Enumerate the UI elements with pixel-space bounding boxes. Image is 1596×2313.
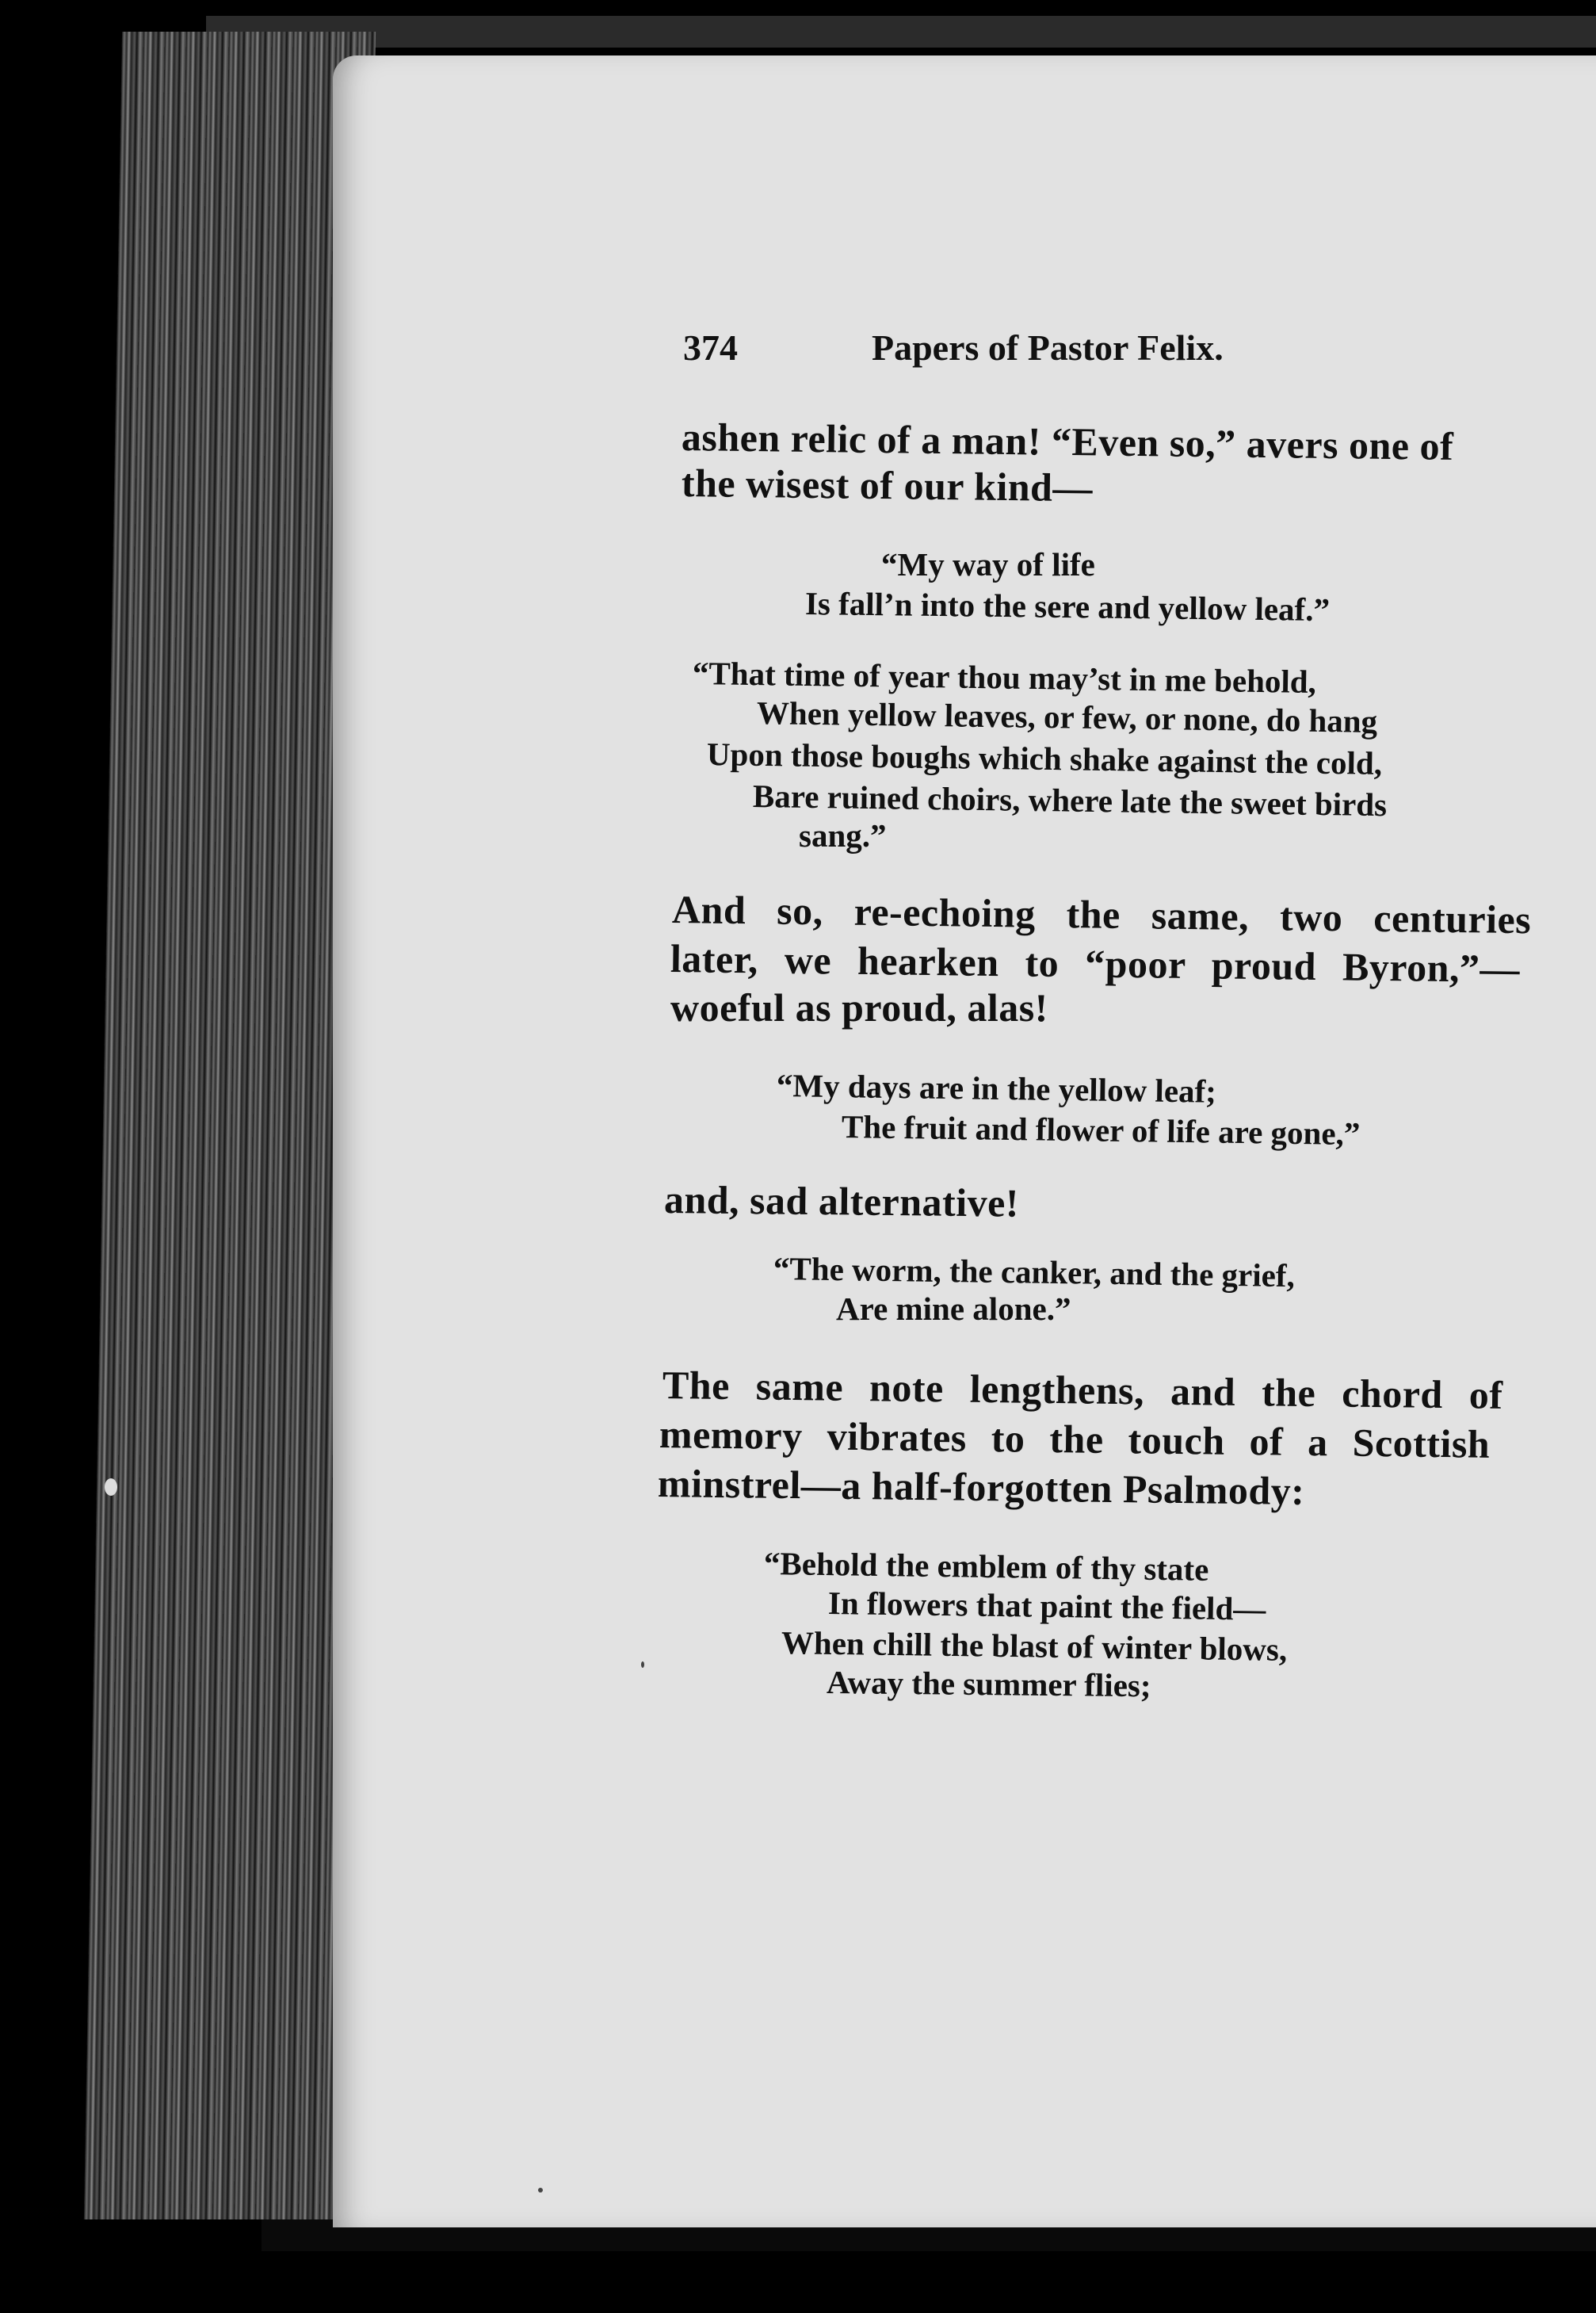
prose-line: And so, re-echoing the same, two centuries	[671, 887, 1532, 942]
verse-line: “My way of life	[881, 546, 1095, 583]
book-page-edges	[84, 32, 376, 2219]
prose-line: and, sad alternative!	[663, 1177, 1020, 1225]
verse-line: Are mine alone.”	[836, 1290, 1071, 1327]
prose-line: the wisest of our kind—	[681, 461, 1094, 510]
verse-line: When chill the blast of winter blows,	[781, 1624, 1288, 1668]
running-title: Papers of Pastor Felix.	[872, 327, 1224, 368]
prose-line: woeful as proud, alas!	[670, 985, 1048, 1030]
verse-line: Away the summer flies;	[826, 1664, 1151, 1704]
verse-line: When yellow leaves, or few, or none, do hang	[756, 694, 1378, 740]
verse-line: Is fall’n into the sere and yellow leaf.”	[804, 585, 1331, 629]
verse-line: The fruit and flower of life are gone,”	[841, 1108, 1361, 1153]
prose-line: The same note lengthens, and the chord of	[662, 1363, 1503, 1417]
prose-line: ashen relic of a man! “Even so,” avers one of	[681, 415, 1454, 468]
prose-line: later, we hearken to “poor proud Byron,”—	[670, 936, 1521, 992]
book-top-edge	[206, 16, 1596, 48]
verse-line: “The worm, the canker, and the grief,	[773, 1250, 1296, 1294]
verse-line: “My days are in the yellow leaf;	[776, 1067, 1217, 1110]
verse-line: “That time of year thou may’st in me behold,	[692, 655, 1317, 700]
page-number: 374	[683, 327, 738, 368]
verse-line: sang.”	[799, 817, 887, 854]
verse-line: Bare ruined choirs, where late the sweet birds	[752, 778, 1388, 824]
scan-speck	[105, 1478, 117, 1496]
verse-line: “Behold the emblem of thy state	[763, 1545, 1209, 1588]
prose-line: minstrel—a half-forgotten Psalmody:	[657, 1461, 1305, 1513]
scan-speck	[641, 1661, 644, 1668]
verse-line: In flowers that paint the field—	[827, 1585, 1266, 1627]
verse-line: Upon those boughs which shake against the cold,	[706, 736, 1383, 782]
prose-line: memory vibrates to the touch of a Scottish	[659, 1412, 1491, 1466]
scan-speck	[538, 2188, 543, 2193]
